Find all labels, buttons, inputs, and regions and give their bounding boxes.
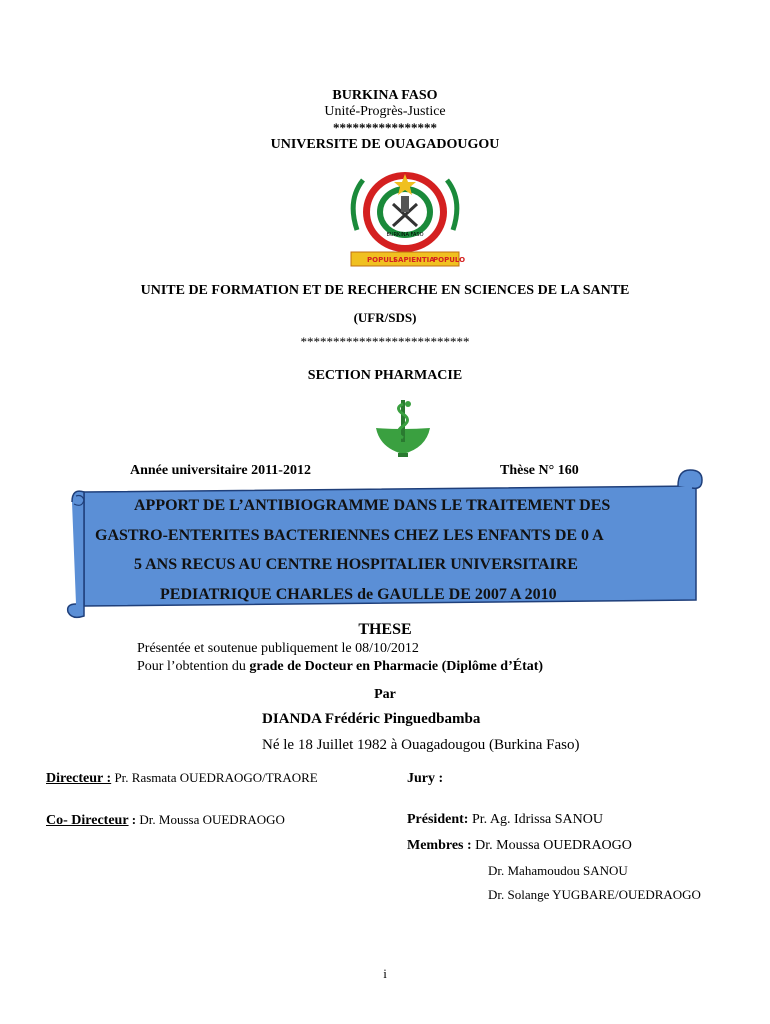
thesis-number: Thèse N° 160 bbox=[500, 463, 579, 478]
president-name: Pr. Ag. Idrissa SANOU bbox=[468, 812, 604, 827]
codirector-colon: : bbox=[128, 812, 140, 827]
university-emblem-icon bbox=[345, 160, 465, 270]
thesis-title-line-2: GASTRO-ENTERITES BACTERIENNES CHEZ LES ENFANTS DE 0 A bbox=[95, 527, 604, 544]
author-birth: Né le 18 Juillet 1982 à Ouagadougou (Burkina Faso) bbox=[262, 737, 580, 753]
thesis-title-line-1: APPORT DE L’ANTIBIOGRAMME DANS LE TRAITEMENT DES bbox=[134, 497, 611, 514]
codirector-name: Dr. Moussa OUEDRAOGO bbox=[139, 812, 285, 827]
header-separator: **************** bbox=[333, 120, 437, 135]
director-label: Directeur : bbox=[46, 771, 112, 786]
national-motto: Unité-Progrès-Justice bbox=[324, 104, 446, 119]
codirector-label: Co- Directeur bbox=[46, 813, 129, 828]
pharmacy-caduceus-icon bbox=[368, 398, 438, 458]
faculty-abbreviation: (UFR/SDS) bbox=[353, 310, 417, 325]
svg-text:POPULI: POPULI bbox=[367, 256, 396, 264]
faculty-separator: ************************** bbox=[300, 334, 470, 349]
jury-member: Dr. Mahamoudou SANOU bbox=[488, 863, 628, 878]
university-name: UNIVERSITE DE OUAGADOUGOU bbox=[270, 137, 500, 152]
members-label: Membres : bbox=[407, 838, 472, 853]
presentation-date: Présentée et soutenue publiquement le 08/10/2012 bbox=[137, 641, 419, 656]
president-label: Président: bbox=[407, 812, 469, 827]
author-name: DIANDA Frédéric Pinguedbamba bbox=[262, 711, 481, 727]
jury-president bbox=[407, 812, 603, 828]
by-label: Par bbox=[374, 687, 396, 702]
thesis-title-line-3: 5 ANS RECUS AU CENTRE HOSPITALIER UNIVERSITAIRE bbox=[134, 556, 578, 573]
svg-text:BURKINA FASO: BURKINA FASO bbox=[386, 232, 424, 238]
codirector-line bbox=[46, 812, 285, 829]
academic-year: Année universitaire 2011-2012 bbox=[130, 463, 311, 478]
country-name: BURKINA FASO bbox=[332, 88, 438, 103]
jury-members bbox=[407, 838, 632, 854]
director-line bbox=[46, 770, 318, 787]
page-number: i bbox=[383, 966, 387, 981]
jury-label: Jury : bbox=[407, 771, 444, 786]
section-name: SECTION PHARMACIE bbox=[307, 368, 463, 383]
jury-member: Dr. Solange YUGBARE/OUEDRAOGO bbox=[488, 887, 701, 902]
svg-text:SAPIENTIA: SAPIENTIA bbox=[393, 256, 435, 264]
svg-text:POPULO: POPULO bbox=[433, 256, 465, 264]
degree-title: grade de Docteur en Pharmacie (Diplôme d’État) bbox=[249, 659, 544, 674]
thesis-heading: THESE bbox=[358, 621, 412, 638]
degree-purpose-prefix: Pour l’obtention du bbox=[137, 659, 250, 674]
director-name: Pr. Rasmata OUEDRAOGO/TRAORE bbox=[111, 770, 318, 785]
faculty-name: UNITE DE FORMATION ET DE RECHERCHE EN SCIENCES DE LA SANTE bbox=[140, 283, 630, 298]
thesis-title-line-4: PEDIATRIQUE CHARLES de GAULLE DE 2007 A 2010 bbox=[160, 586, 557, 603]
degree-purpose bbox=[137, 659, 543, 675]
jury-member: Dr. Moussa OUEDRAOGO bbox=[471, 838, 632, 853]
